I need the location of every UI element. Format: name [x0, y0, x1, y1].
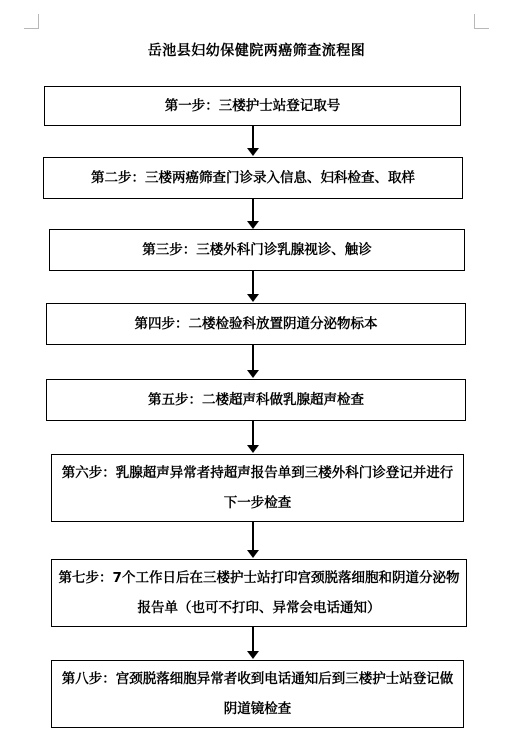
step-3-box — [49, 229, 465, 271]
step-5-box — [46, 379, 466, 421]
step-1-label: 第一步：三楼护士站登记取号 — [164, 98, 341, 114]
step-8-label: 第八步：宫颈脱落细胞异常者收到电话通知后到三楼护士站登记做阴道镜检查 — [61, 671, 454, 717]
step-7-box — [51, 559, 467, 627]
arrow-7-8 — [247, 627, 259, 659]
arrow-1-2 — [247, 126, 259, 156]
arrow-3-4 — [247, 271, 259, 302]
flowchart-title: 岳池县妇幼保健院两癌筛查流程图 — [147, 43, 366, 59]
step-4-label: 第四步：二楼检验科放置阴道分泌物标本 — [134, 316, 378, 332]
step-5-label: 第五步：二楼超声科做乳腺超声检查 — [148, 392, 364, 408]
arrow-2-3 — [247, 199, 259, 229]
step-4-box — [46, 303, 466, 345]
step-7-label: 第七步：7个工作日后在三楼护士站打印宫颈脱落细胞和阴道分泌物报告单（也可不打印、异常会电话通知） — [58, 570, 460, 616]
step-2-box — [43, 157, 463, 199]
arrow-5-6 — [247, 421, 259, 453]
page-corner-mark-left — [24, 14, 39, 29]
step-2-label: 第二步：三楼两癌筛查门诊录入信息、妇科检查、取样 — [91, 170, 415, 186]
step-6-label: 第六步：乳腺超声异常者持超声报告单到三楼外科门诊登记并进行下一步检查 — [61, 465, 454, 511]
arrow-4-5 — [247, 345, 259, 378]
step-8-box — [51, 660, 464, 728]
step-6-box — [51, 454, 464, 522]
arrow-6-7 — [247, 522, 259, 558]
step-1-box — [44, 86, 461, 126]
step-3-label: 第三步：三楼外科门诊乳腺视诊、触诊 — [142, 242, 372, 258]
page-corner-mark-right — [474, 14, 489, 29]
